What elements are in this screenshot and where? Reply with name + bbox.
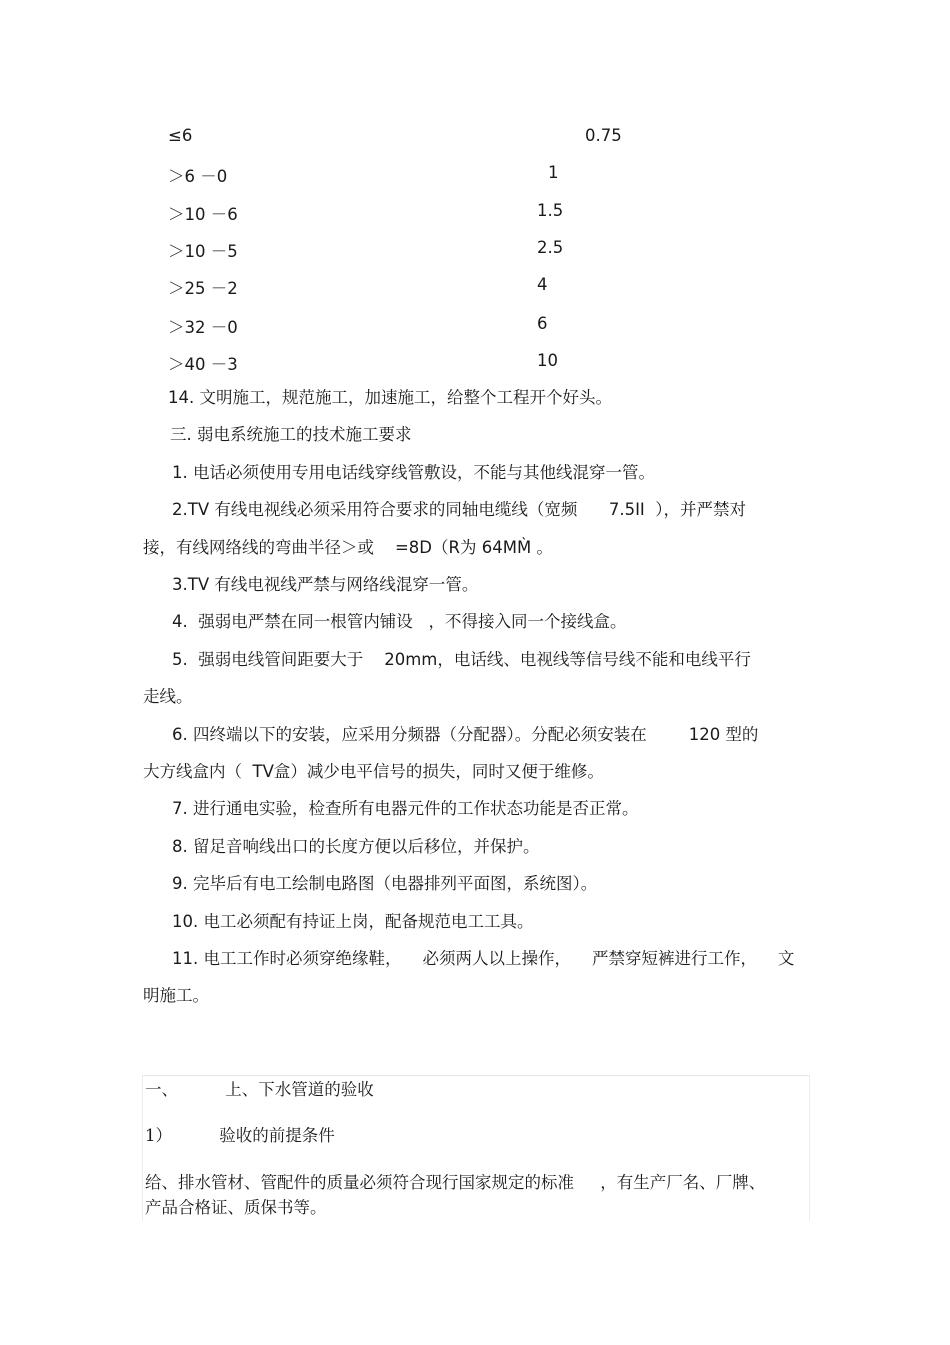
section-heading: 一、 上、下水管道的验收 (145, 1080, 374, 1099)
range-cell: ＞25 －2 (168, 279, 238, 298)
list-item: 3.TV 有线电视线严禁与网络线混穿一管。 (172, 575, 479, 594)
paragraph-14: 14. 文明施工，规范施工，加速施工，给整个工程开个好头。 (168, 388, 612, 407)
list-item: 1. 电话必须使用专用电话线穿线管敷设，不能与其他线混穿一管。 (172, 463, 655, 482)
list-item: 10. 电工必须配有持证上岗，配备规范电工工具。 (172, 912, 534, 931)
list-item-continuation: 走线。 (143, 687, 193, 706)
table-row (0, 238, 950, 264)
value-cell: 1 (548, 163, 559, 182)
table-row (0, 314, 950, 340)
inspection-section (142, 1075, 810, 1221)
range-cell: ＞10 －5 (168, 242, 238, 261)
list-item: 6. 四终端以下的安装，应采用分频器（分配器）。分配必须安装在 120 型的 (172, 725, 759, 744)
range-cell: ＞6 －0 (168, 167, 228, 186)
table-row (0, 351, 950, 377)
list-item: 7. 进行通电实验，检查所有电器元件的工作状态功能是否正常。 (172, 799, 639, 818)
value-cell: 2.5 (537, 238, 564, 257)
table-row (0, 163, 950, 189)
range-cell: ＞10 －6 (168, 205, 238, 224)
list-item: 5. 强弱电线管间距要大于 20mm，电话线、电视线等信号线不能和电线平行 (172, 650, 751, 669)
list-item: 4. 强弱电严禁在同一根管内铺设 ，不得接入同一个接线盒。 (172, 612, 627, 631)
table-row (0, 201, 950, 227)
value-cell: 4 (537, 275, 548, 294)
range-cell: ＞32 －0 (168, 318, 238, 337)
list-item: 9. 完毕后有电工绘制电路图（电器排列平面图，系统图）。 (172, 874, 598, 893)
value-cell: 6 (537, 314, 548, 333)
list-item: 11. 电工工作时必须穿绝缘鞋， 必须两人以上操作， 严禁穿短裤进行工作， 文 (172, 949, 795, 968)
range-cell: ＞40 －3 (168, 355, 238, 374)
table-row (0, 126, 950, 152)
list-item-continuation: 大方线盒内（ TV盒）减少电平信号的损失，同时又便于维修。 (143, 762, 604, 781)
list-item-continuation: 明施工。 (143, 986, 209, 1005)
list-item-continuation: 接，有线网络线的弯曲半径＞或 =8D（R为 64MM̀ 。 (143, 538, 553, 557)
section-heading: 三. 弱电系统施工的技术施工要求 (170, 425, 412, 444)
value-cell: 1.5 (537, 201, 564, 220)
list-item: 8. 留足音响线出口的长度方便以后移位，并保护。 (172, 837, 540, 856)
subsection-heading: 1） 验收的前提条件 (145, 1126, 335, 1145)
range-cell: ≤6 (168, 126, 193, 145)
paragraph-continuation: 产品合格证、质保书等。 (145, 1198, 327, 1217)
value-cell: 10 (537, 351, 558, 370)
table-row (0, 275, 950, 301)
paragraph: 给、排水管材、管配件的质量必须符合现行国家规定的标准 ，有生产厂名、厂牌、 (145, 1173, 766, 1192)
list-item: 2.TV 有线电视线必须采用符合要求的同轴电缆线（宽频 7.5II ），并严禁对 (172, 500, 747, 519)
value-cell: 0.75 (585, 126, 622, 145)
